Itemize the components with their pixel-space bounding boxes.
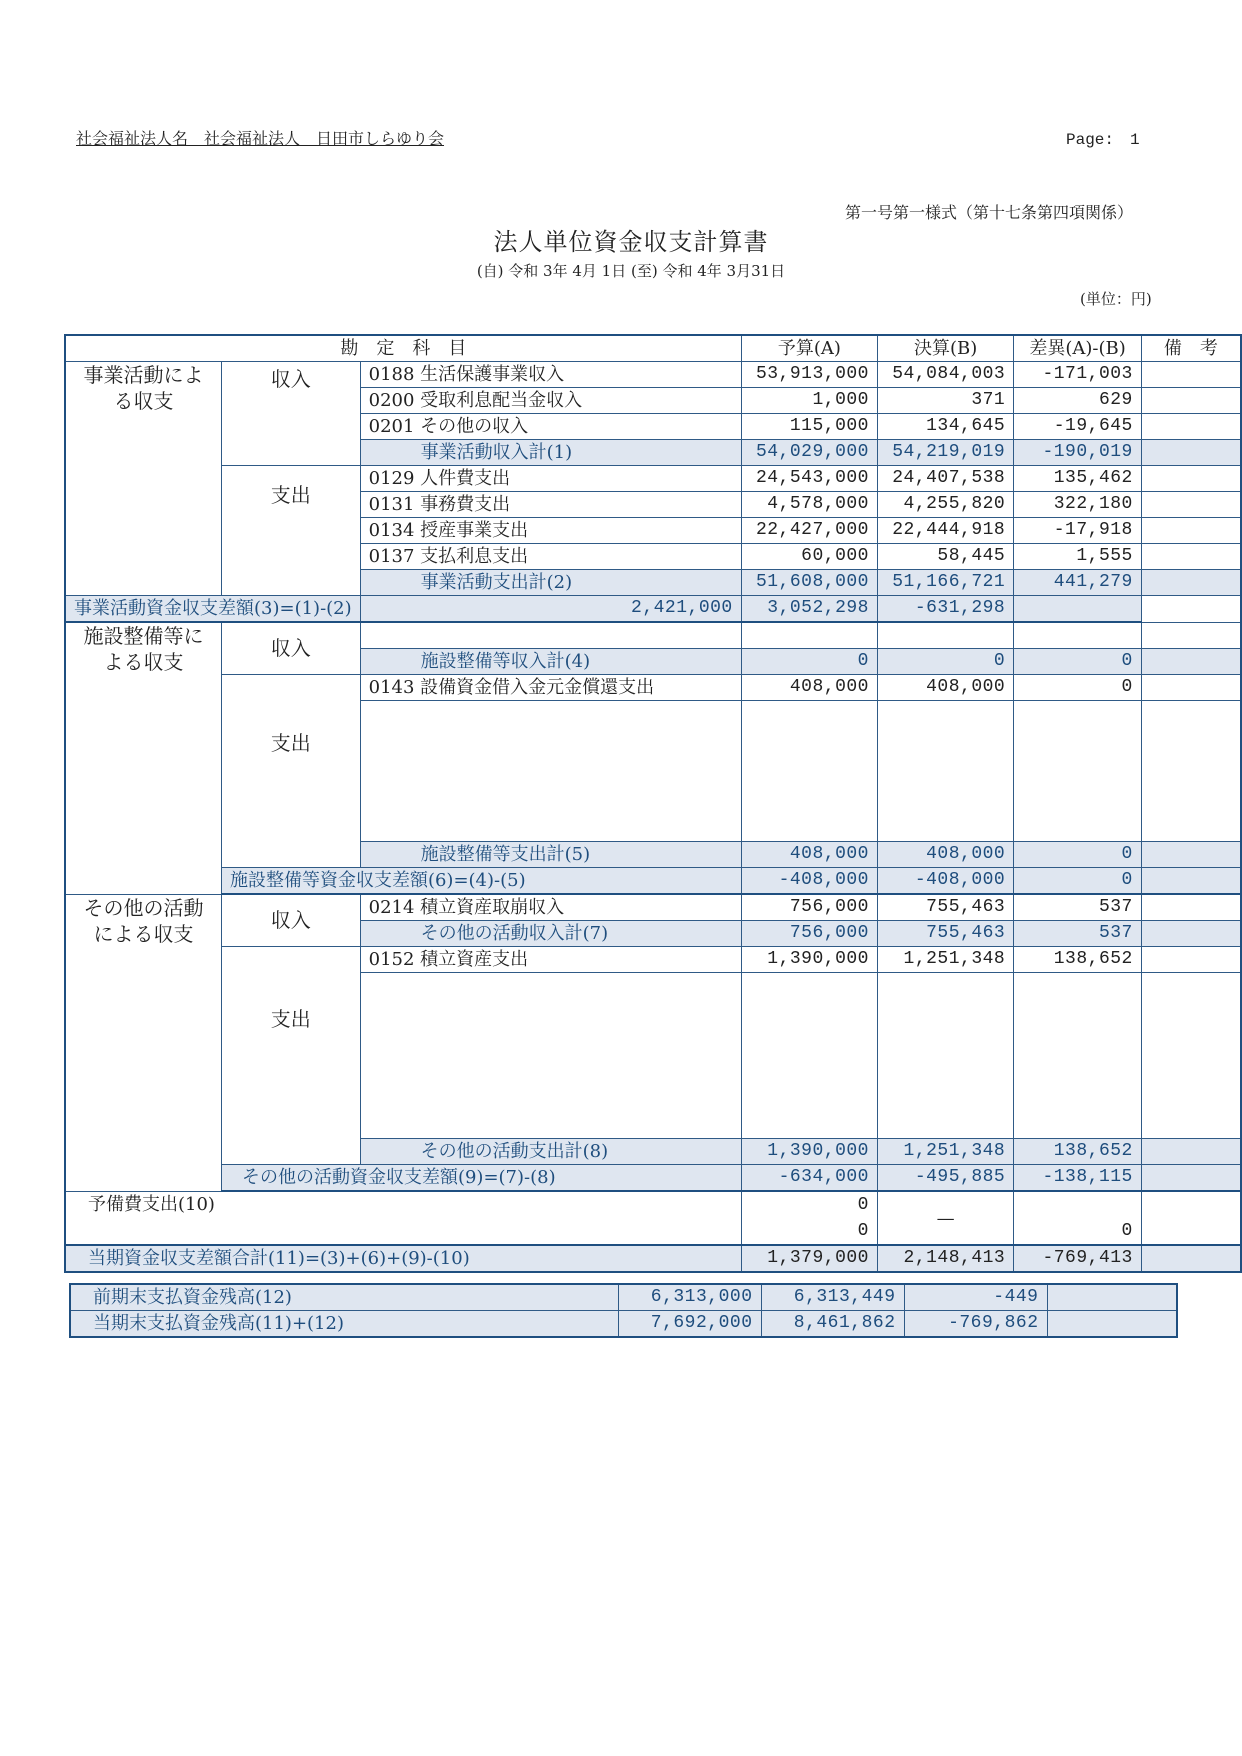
blank-cell	[877, 973, 1013, 1139]
diff-value: 0	[1014, 842, 1142, 868]
col-account: 勘 定 科 目	[65, 335, 741, 362]
budget-value: 0	[741, 649, 877, 675]
budget-value: 60,000	[741, 544, 877, 570]
budget-value: 2,421,000	[360, 596, 741, 623]
diff-value: -631,298	[877, 596, 1013, 623]
col-budget: 予算(A)	[741, 335, 877, 362]
col-diff: 差異(A)-(B)	[1014, 335, 1142, 362]
account-label: 0137 支払利息支出	[360, 544, 741, 570]
actual-value: 51,166,721	[877, 570, 1013, 596]
account-label: 0188 生活保護事業収入	[360, 362, 741, 388]
notes-cell	[1141, 544, 1241, 570]
notes-cell	[1141, 440, 1241, 466]
budget-value: 1,000	[741, 388, 877, 414]
blank-cell	[1014, 973, 1142, 1139]
actual-value: 408,000	[877, 842, 1013, 868]
account-label: 0143 設備資金借入金元金償還支出	[360, 675, 741, 701]
difference-row	[65, 596, 1241, 623]
col-notes: 備 考	[1141, 335, 1241, 362]
budget-value: 6,313,000	[618, 1284, 761, 1311]
actual-value: 0	[877, 649, 1013, 675]
actual-value: 1,251,348	[877, 1139, 1013, 1165]
blank-cell	[877, 701, 1013, 842]
actual-value: 2,148,413	[877, 1245, 1013, 1272]
table-row	[65, 362, 1241, 388]
subtotal-label: その他の活動収入計(7)	[360, 921, 741, 947]
actual-value: 22,444,918	[877, 518, 1013, 544]
difference-label: その他の活動資金収支差額(9)=(7)-(8)	[221, 1165, 741, 1192]
section-other: その他の活動による収支	[65, 894, 221, 1191]
notes-cell	[1141, 1245, 1241, 1272]
notes-cell	[1141, 649, 1241, 675]
blank-cell	[1014, 622, 1142, 649]
section-operating: 事業活動による収支	[65, 362, 221, 596]
reserve-budget-line2: 0	[857, 1221, 869, 1241]
diff-value: 441,279	[1014, 570, 1142, 596]
notes-cell	[1141, 362, 1241, 388]
actual-value: 408,000	[877, 675, 1013, 701]
budget-value: -634,000	[741, 1165, 877, 1192]
budget-value: 51,608,000	[741, 570, 877, 596]
budget-value: 4,578,000	[741, 492, 877, 518]
budget-value: 756,000	[741, 921, 877, 947]
subsection-expense: 支出	[221, 947, 360, 1165]
organization-name: 社会福祉法人名 社会福祉法人 日田市しらゆり会	[76, 129, 445, 148]
diff-value: -171,003	[1014, 362, 1142, 388]
diff-value: 138,652	[1014, 947, 1142, 973]
budget-value: 22,427,000	[741, 518, 877, 544]
reserve-row	[65, 1191, 1241, 1245]
budget-value: 408,000	[741, 842, 877, 868]
budget-value: 7,692,000	[618, 1311, 761, 1338]
notes-cell	[1141, 570, 1241, 596]
notes-cell	[1014, 596, 1142, 623]
difference-row	[65, 1165, 1241, 1192]
account-label: 0131 事務費支出	[360, 492, 741, 518]
actual-value: 3,052,298	[741, 596, 877, 623]
actual-value: 24,407,538	[877, 466, 1013, 492]
diff-value: 537	[1014, 894, 1142, 921]
subtotal-label: 施設整備等支出計(5)	[360, 842, 741, 868]
document-title: 法人単位資金収支計算書	[493, 228, 769, 256]
blank-cell	[741, 973, 877, 1139]
actual-value: 58,445	[877, 544, 1013, 570]
notes-cell	[1141, 973, 1241, 1139]
diff-value: -769,413	[1014, 1245, 1142, 1272]
blank-cell	[1014, 701, 1142, 842]
notes-cell	[1141, 1139, 1241, 1165]
notes-cell	[1141, 675, 1241, 701]
account-label: 0201 その他の収入	[360, 414, 741, 440]
blank-cell	[360, 973, 741, 1139]
table-row	[65, 894, 1241, 921]
subsection-income: 収入	[221, 362, 360, 466]
table-row	[65, 675, 1241, 701]
table-row	[65, 947, 1241, 973]
budget-value: -408,000	[741, 868, 877, 895]
section-facilities: 施設整備等による収支	[65, 622, 221, 894]
notes-cell	[1141, 518, 1241, 544]
diff-value: 0	[1014, 868, 1142, 895]
actual-value: 54,084,003	[877, 362, 1013, 388]
budget-value: 408,000	[741, 675, 877, 701]
notes-cell	[1047, 1311, 1177, 1338]
actual-value: 134,645	[877, 414, 1013, 440]
actual-value: 371	[877, 388, 1013, 414]
balance-row	[70, 1311, 1177, 1338]
notes-cell	[1141, 1165, 1241, 1192]
notes-cell	[1141, 947, 1241, 973]
budget-value: 115,000	[741, 414, 877, 440]
difference-label: 施設整備等資金収支差額(6)=(4)-(5)	[221, 868, 741, 895]
actual-value: -495,885	[877, 1165, 1013, 1192]
blank-cell	[741, 622, 877, 649]
account-label: 0152 積立資産支出	[360, 947, 741, 973]
blank-cell	[360, 701, 741, 842]
notes-cell	[1141, 868, 1241, 895]
balance-label: 当期末支払資金残高(11)+(12)	[70, 1311, 618, 1338]
subtotal-label: その他の活動支出計(8)	[360, 1139, 741, 1165]
diff-value: -19,645	[1014, 414, 1142, 440]
actual-value: -408,000	[877, 868, 1013, 895]
budget-value: 1,390,000	[741, 1139, 877, 1165]
actual-value: 54,219,019	[877, 440, 1013, 466]
difference-row	[65, 868, 1241, 895]
account-label: 0129 人件費支出	[360, 466, 741, 492]
notes-cell	[1141, 701, 1241, 842]
subtotal-label: 事業活動収入計(1)	[360, 440, 741, 466]
balance-row	[70, 1284, 1177, 1311]
total-row	[65, 1245, 1241, 1272]
diff-value: 0	[1014, 1191, 1142, 1245]
subsection-income: 収入	[221, 894, 360, 947]
notes-cell	[1047, 1284, 1177, 1311]
budget-value: 53,913,000	[741, 362, 877, 388]
unit-label: (単位：円)	[1080, 290, 1152, 308]
subtotal-label: 事業活動支出計(2)	[360, 570, 741, 596]
budget-value: 24,543,000	[741, 466, 877, 492]
diff-value: 629	[1014, 388, 1142, 414]
diff-value: 138,652	[1014, 1139, 1142, 1165]
table-row	[65, 466, 1241, 492]
col-actual: 決算(B)	[877, 335, 1013, 362]
actual-value: 755,463	[877, 894, 1013, 921]
budget-value: 1,390,000	[741, 947, 877, 973]
account-label: 0200 受取利息配当金収入	[360, 388, 741, 414]
notes-cell	[1141, 388, 1241, 414]
total-label: 当期資金収支差額合計(11)=(3)+(6)+(9)-(10)	[65, 1245, 741, 1272]
diff-value: -138,115	[1014, 1165, 1142, 1192]
actual-value: 1,251,348	[877, 947, 1013, 973]
notes-cell	[1141, 414, 1241, 440]
diff-value: -17,918	[1014, 518, 1142, 544]
subsection-expense: 支出	[221, 675, 360, 868]
subsection-income: 収入	[221, 622, 360, 675]
fiscal-period: (自) 令和 3年 4月 1日 (至) 令和 4年 3月31日	[476, 262, 786, 280]
actual-value: 8,461,862	[761, 1311, 904, 1338]
account-label: 0134 授産事業支出	[360, 518, 741, 544]
budget-value: 1,379,000	[741, 1245, 877, 1272]
account-label: 0214 積立資産取崩収入	[360, 894, 741, 921]
blank-cell	[877, 622, 1013, 649]
page-number: Page: 1	[1066, 131, 1140, 149]
table-row	[65, 622, 1241, 649]
budget-value	[741, 1191, 877, 1245]
subtotal-label: 施設整備等収入計(4)	[360, 649, 741, 675]
notes-cell	[1141, 622, 1241, 649]
actual-value: 6,313,449	[761, 1284, 904, 1311]
diff-value: 135,462	[1014, 466, 1142, 492]
balance-table	[69, 1283, 1178, 1338]
form-number: 第一号第一様式（第十七条第四項関係）	[845, 203, 1134, 222]
diff-value: 537	[1014, 921, 1142, 947]
notes-cell	[1141, 466, 1241, 492]
notes-cell	[1141, 921, 1241, 947]
cash-flow-table	[64, 334, 1242, 1273]
blank-cell	[741, 701, 877, 842]
diff-value: 322,180	[1014, 492, 1142, 518]
reserve-label: 予備費支出(10)	[65, 1191, 741, 1245]
diff-value: -190,019	[1014, 440, 1142, 466]
budget-value: 756,000	[741, 894, 877, 921]
actual-value: 4,255,820	[877, 492, 1013, 518]
blank-cell	[360, 622, 741, 649]
notes-cell	[1141, 842, 1241, 868]
difference-label: 事業活動資金収支差額(3)=(1)-(2)	[65, 596, 360, 623]
diff-value: -449	[904, 1284, 1047, 1311]
subsection-expense: 支出	[221, 466, 360, 596]
diff-value: 0	[1014, 675, 1142, 701]
diff-value: -769,862	[904, 1311, 1047, 1338]
reserve-budget-line1: 0	[857, 1195, 869, 1215]
notes-cell	[1141, 1191, 1241, 1245]
actual-value: —	[877, 1191, 1013, 1245]
header-row	[65, 335, 1241, 362]
balance-label: 前期末支払資金残高(12)	[70, 1284, 618, 1311]
budget-value: 54,029,000	[741, 440, 877, 466]
diff-value: 1,555	[1014, 544, 1142, 570]
notes-cell	[1141, 492, 1241, 518]
actual-value: 755,463	[877, 921, 1013, 947]
notes-cell	[1141, 894, 1241, 921]
diff-value: 0	[1014, 649, 1142, 675]
